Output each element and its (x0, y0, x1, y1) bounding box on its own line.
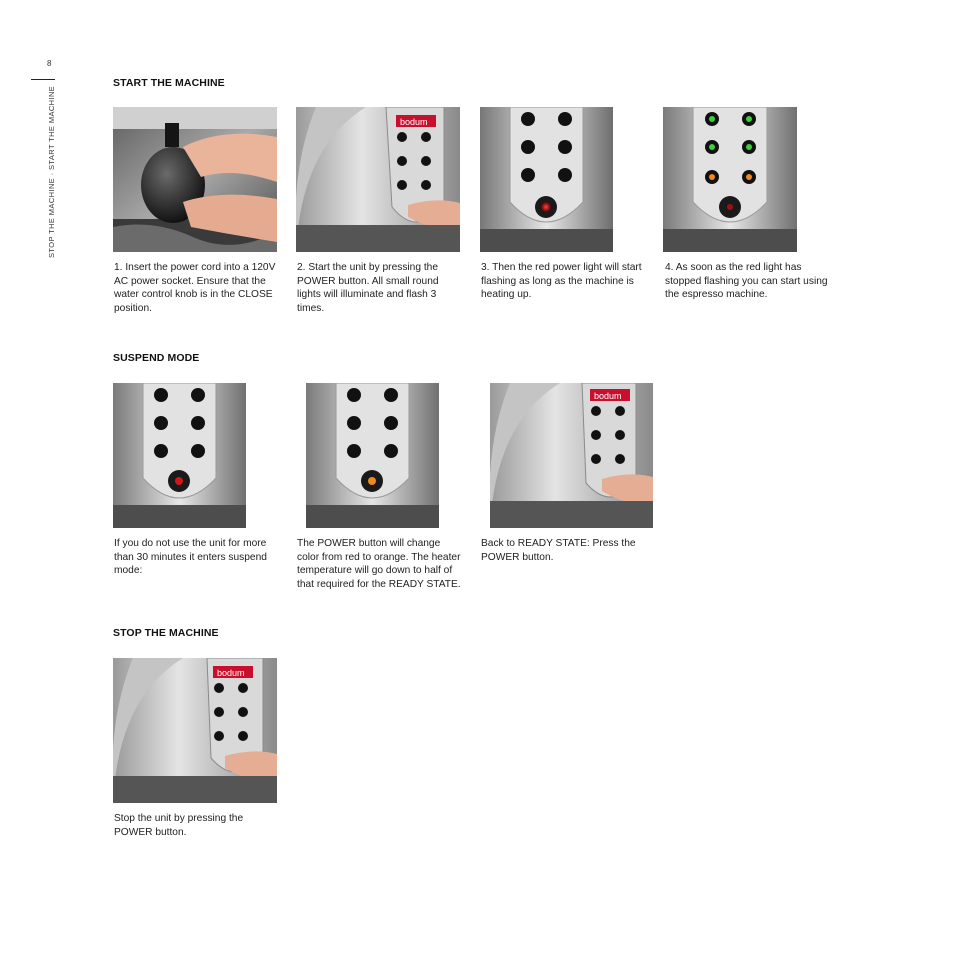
photo-press-power (296, 107, 460, 252)
caption-suspend-1: If you do not use the unit for more than 30 minutes it enters suspend mode: (114, 538, 267, 577)
page-number: 8 (47, 59, 52, 68)
caption-step-4: 4. As soon as the red light has stopped flashing you can start using the espresso machine. (665, 262, 828, 301)
photo-suspend-red (113, 383, 246, 528)
side-section-label: STOP THE MACHINE · START THE MACHINE (47, 85, 56, 258)
page-number-rule (31, 79, 55, 80)
caption-step-2: 2. Start the unit by pressing the POWER button. All small round lights will illuminate and flash 3 times. (297, 262, 439, 314)
caption-step-3: 3. Then the red power light will start flashing as long as the machine is heating up. (481, 262, 642, 301)
photo-power-cord (113, 107, 277, 252)
heading-start-the-machine: START THE MACHINE (113, 77, 225, 89)
caption-suspend-2: The POWER button will change color from red to orange. The heater temperature will go down to half of that required for the READY STATE. (297, 538, 461, 590)
heading-stop-the-machine: STOP THE MACHINE (113, 627, 219, 639)
photo-stop-machine (113, 658, 277, 803)
photo-red-light-flashing (480, 107, 613, 252)
photo-ready-lights (663, 107, 797, 252)
caption-suspend-3: Back to READY STATE: Press the POWER button. (481, 538, 636, 563)
svg-text:bodum: bodum (400, 117, 428, 127)
svg-text:bodum: bodum (594, 391, 622, 401)
caption-step-1: 1. Insert the power cord into a 120V AC power socket. Ensure that the water control knob is in the CLOSE position. (114, 262, 276, 314)
photo-back-to-ready (490, 383, 653, 528)
svg-text:bodum: bodum (217, 668, 245, 678)
heading-suspend-mode: SUSPEND MODE (113, 352, 200, 364)
photo-suspend-orange (306, 383, 439, 528)
caption-stop: Stop the unit by pressing the POWER button. (114, 813, 244, 838)
